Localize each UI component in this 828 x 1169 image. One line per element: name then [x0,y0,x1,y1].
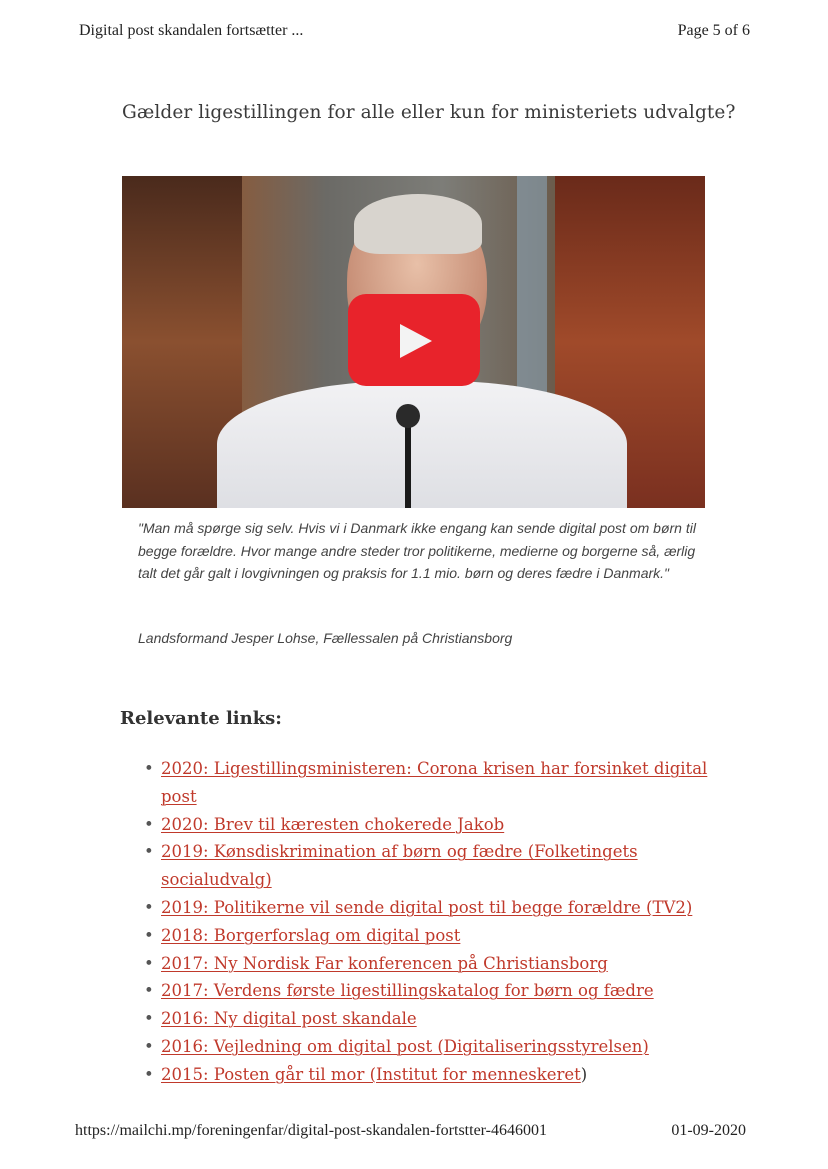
link-item[interactable]: 2019: Kønsdiskrimination af børn og fædre (Folketingets socialudvalg) [161,842,638,890]
speaker-shirt [217,381,627,508]
bullet-icon: • [144,1064,154,1084]
link-item[interactable]: 2016: Vejledning om digital post (Digitaliseringsstyrelsen) [161,1036,649,1056]
link-item[interactable]: 2019: Politikerne vil sende digital post til begge forældre (TV2) [161,897,693,917]
bullet-icon: • [144,759,154,778]
bullet-icon: • [144,842,154,862]
footer-date: 01-09-2020 [671,1122,746,1139]
list-item [140,894,710,922]
list-item [140,1033,710,1061]
footer-url: https://mailchi.mp/foreningenfar/digital-post-skandalen-fortstter-4646001 [75,1122,548,1139]
bullet-icon: • [144,814,154,834]
link-item[interactable]: 2017: Verdens første ligestillingskatalog for børn og fædre [161,981,654,1001]
bullet-icon: • [144,953,154,973]
play-button[interactable] [348,294,480,386]
video-caption: Landsformand Jesper Lohse, Fællessalen på Christiansborg [138,630,513,646]
link-item[interactable]: 2018: Borgerforslag om digital post [161,925,461,945]
link-item[interactable]: 2016: Ny digital post skandale [161,1009,417,1029]
list-item [140,1005,710,1033]
page-number: Page 5 of 6 [677,22,750,39]
list-item [140,755,710,811]
links-heading: Relevante links: [120,708,282,729]
bullet-icon: • [144,897,154,917]
list-item [140,1061,710,1089]
relevant-links-list [140,755,710,1089]
list-item [140,922,710,950]
list-item [140,950,710,978]
list-item [140,811,710,839]
list-item [140,977,710,1005]
video-thumbnail[interactable] [122,176,705,508]
bullet-icon: • [144,1009,154,1029]
header-title: Digital post skandalen fortsætter ... [79,22,304,39]
link-item[interactable]: 2015: Posten går til mor (Institut for menneskeret [161,1064,581,1084]
bullet-icon: • [144,1036,154,1056]
microphone-head [396,404,420,428]
microphone-stand [405,416,411,508]
link-item[interactable]: 2020: Brev til kæresten chokerede Jakob [161,814,505,834]
section-question: Gælder ligestillingen for alle eller kun for ministeriets udvalgte? [122,102,736,123]
link-suffix: ) [580,1064,588,1084]
link-item[interactable]: 2017: Ny Nordisk Far konferencen på Christiansborg [161,953,608,973]
list-item [140,838,710,894]
bullet-icon: • [144,925,154,945]
video-quote: "Man må spørge sig selv. Hvis vi i Danmark ikke engang kan sende digital post om børn til begge forældre. Hvor mange andre steder tror politikerne, medierne og borgerne så, ærlig talt det går galt i lovgivningen og praksis for 1.1 mio. børn og deres fædre i Danmark." [138,520,696,581]
bullet-icon: • [144,981,154,1001]
link-item[interactable]: 2020: Ligestillingsministeren: Corona krisen har forsinket digital post [161,759,708,806]
play-icon [348,294,480,386]
speaker-hair [354,194,482,254]
